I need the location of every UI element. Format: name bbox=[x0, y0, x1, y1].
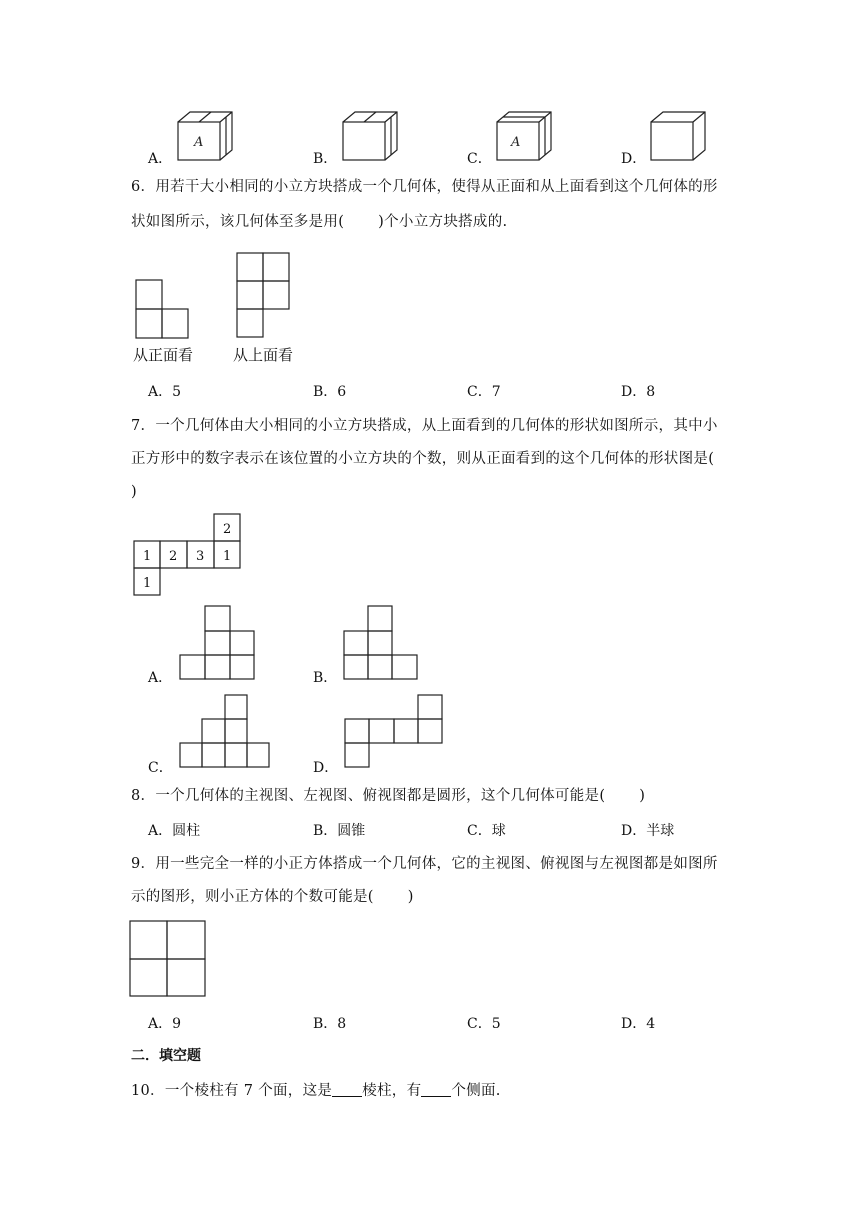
q8-text-end: ) bbox=[639, 788, 646, 804]
q7-option-d-label[interactable]: D． bbox=[313, 760, 339, 776]
q7-grid-number: 1 bbox=[143, 576, 152, 591]
q10-blank-2[interactable] bbox=[421, 1082, 451, 1097]
q6-front-view-figure bbox=[136, 280, 196, 340]
q5-option-c-cube bbox=[497, 110, 557, 162]
q9-text-line2 bbox=[131, 887, 414, 907]
q8-text-line1 bbox=[131, 786, 645, 806]
q10-text bbox=[131, 1081, 501, 1101]
q5-option-d-cube bbox=[651, 110, 711, 162]
q9-text-line2-end: ) bbox=[407, 889, 414, 905]
q8-option-d[interactable]: D．半球 bbox=[621, 823, 675, 839]
q5-option-a-label[interactable]: A． bbox=[148, 151, 173, 167]
q7-grid-number: 2 bbox=[169, 549, 178, 564]
q7-grid-number: 3 bbox=[196, 549, 205, 564]
q5-option-c-label[interactable]: C． bbox=[467, 151, 492, 167]
q8-option-a[interactable]: A．圆柱 bbox=[148, 823, 201, 839]
q7-option-b-label[interactable]: B． bbox=[313, 670, 338, 686]
q6-option-b[interactable]: B．6 bbox=[313, 384, 347, 400]
q5-option-b-cube bbox=[343, 110, 403, 162]
q6-top-caption: 从上面看 bbox=[233, 346, 294, 364]
q9-option-c[interactable]: C．5 bbox=[467, 1016, 501, 1032]
q6-text-line2 bbox=[131, 212, 507, 232]
q7-option-a-label[interactable]: A． bbox=[148, 670, 173, 686]
q6-top-view-figure bbox=[237, 253, 297, 343]
q9-option-b[interactable]: B．8 bbox=[313, 1016, 347, 1032]
q7-grid-number: 1 bbox=[143, 549, 152, 564]
q5-option-b-label[interactable]: B． bbox=[313, 151, 338, 167]
section-title: 二．填空题 bbox=[131, 1048, 201, 1064]
q5-option-c-glyph: A bbox=[511, 135, 521, 150]
q10-text-part3: 个侧面. bbox=[451, 1083, 501, 1099]
q10-text-part1: 10．一个棱柱有 7 个面，这是 bbox=[131, 1083, 333, 1099]
q9-text-line2-start: 示的图形，则小正方体的个数可能是( bbox=[131, 889, 374, 905]
q9-text-line1: 9．用一些完全一样的小正方体搭成一个几何体，它的主视图、俯视图与左视图都是如图所 bbox=[131, 856, 718, 872]
q7-option-d-figure bbox=[345, 695, 447, 771]
q9-option-d[interactable]: D．4 bbox=[621, 1016, 656, 1032]
q6-text-line2-start: 状如图所示，该几何体至多是用( bbox=[131, 214, 345, 230]
q6-text-line2-end: )个小立方块搭成的. bbox=[378, 214, 508, 230]
q7-option-c-figure bbox=[180, 695, 272, 771]
q5-option-d-label[interactable]: D． bbox=[621, 151, 647, 167]
q7-option-b-figure bbox=[344, 606, 424, 682]
q5-option-a-glyph: A bbox=[194, 135, 204, 150]
q6-option-c[interactable]: C．7 bbox=[467, 384, 501, 400]
q10-text-part2: 棱柱，有 bbox=[362, 1083, 422, 1099]
q9-view-figure bbox=[130, 921, 210, 1001]
q7-text-line2: 正方形中的数字表示在该位置的小立方块的个数，则从正面看到的这个几何体的形状图是( bbox=[131, 451, 715, 467]
q6-option-a[interactable]: A．5 bbox=[148, 384, 182, 400]
q7-grid-number: 1 bbox=[223, 549, 232, 564]
q9-option-a[interactable]: A．9 bbox=[148, 1016, 182, 1032]
q7-text-line3: ) bbox=[131, 484, 137, 500]
q8-text-start: 8．一个几何体的主视图、左视图、俯视图都是圆形，这个几何体可能是( bbox=[131, 788, 606, 804]
q5-option-a-cube bbox=[178, 110, 238, 162]
q7-option-c-label[interactable]: C． bbox=[148, 760, 173, 776]
q6-text-line1: 6．用若干大小相同的小立方块搭成一个几何体，使得从正面和从上面看到这个几何体的形 bbox=[131, 179, 718, 195]
q7-text-line1: 7．一个几何体由大小相同的小立方块搭成，从上面看到的几何体的形状如图所示，其中小 bbox=[131, 418, 718, 434]
q10-blank-1[interactable] bbox=[332, 1082, 362, 1097]
q6-option-d[interactable]: D．8 bbox=[621, 384, 656, 400]
q8-option-b[interactable]: B．圆锥 bbox=[313, 823, 366, 839]
q7-grid-number: 2 bbox=[223, 522, 232, 537]
q6-front-caption: 从正面看 bbox=[133, 346, 194, 364]
q8-option-c[interactable]: C．球 bbox=[467, 823, 506, 839]
q7-top-view-grid bbox=[134, 514, 244, 598]
q7-option-a-figure bbox=[180, 606, 260, 682]
